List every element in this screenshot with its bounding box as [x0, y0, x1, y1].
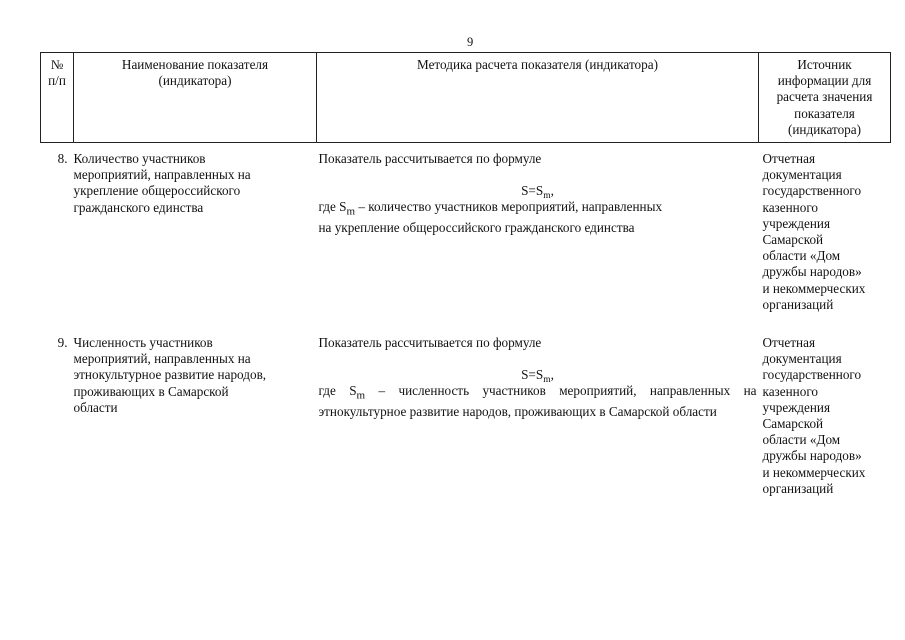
table-header-row	[41, 53, 891, 143]
table-row	[41, 143, 891, 314]
formula-tail: ,	[550, 183, 554, 199]
header-information-source: Источник информации для расчета значения показателя (индикатора)	[759, 53, 891, 143]
calculation-method	[317, 143, 759, 314]
calculation-method	[317, 327, 759, 497]
desc-prefix: где S	[318, 383, 357, 399]
indicators-table	[40, 52, 891, 497]
method-intro: Показатель рассчитывается по формуле	[318, 335, 542, 351]
formula	[319, 183, 757, 202]
desc-prefix: где S	[318, 199, 347, 215]
header-calculation-method: Методика расчета показателя (индикатора)	[317, 53, 759, 143]
row-number: 8.	[57, 151, 68, 166]
header-indicator-name: Наименование показателя (индикатора)	[74, 53, 317, 143]
formula-description	[319, 199, 757, 236]
desc-text: – количество участников мероприятий, направленных на укрепление общероссийского гражданского единства	[318, 199, 663, 236]
header-number: № п/п	[41, 53, 74, 143]
information-source: Отчетная документация государственного казенного учреждения Самарской области «Дом дружбы народов» и некоммерческих организаций	[762, 335, 866, 496]
row-number: 9.	[57, 335, 68, 351]
page-number: 9	[467, 35, 474, 49]
formula-tail: ,	[550, 367, 554, 383]
formula-lhs: S=S	[521, 183, 544, 199]
formula-subscript: m	[543, 191, 551, 202]
desc-subscript: m	[346, 206, 356, 219]
formula-lhs: S=S	[521, 367, 544, 383]
indicator-name: Количество участников мероприятий, направленных на укрепление общероссийского гражданского единства	[73, 151, 251, 215]
row-spacer	[41, 313, 891, 327]
indicator-name: Численность участников мероприятий, направленных на этнокультурное развитие народов, проживающих в Самарской области	[73, 335, 267, 415]
formula-subscript: m	[543, 375, 551, 386]
desc-subscript: m	[356, 390, 366, 403]
desc-text: – численность участников мероприятий, направленных на этнокультурное развитие народов, проживающих в Самарской области	[318, 383, 757, 420]
method-intro: Показатель рассчитывается по формуле	[318, 151, 542, 166]
formula	[319, 367, 757, 386]
formula-description	[319, 383, 757, 420]
information-source: Отчетная документация государственного казенного учреждения Самарской области «Дом дружбы народов» и некоммерческих организаций	[762, 151, 866, 312]
table-row	[41, 327, 891, 497]
